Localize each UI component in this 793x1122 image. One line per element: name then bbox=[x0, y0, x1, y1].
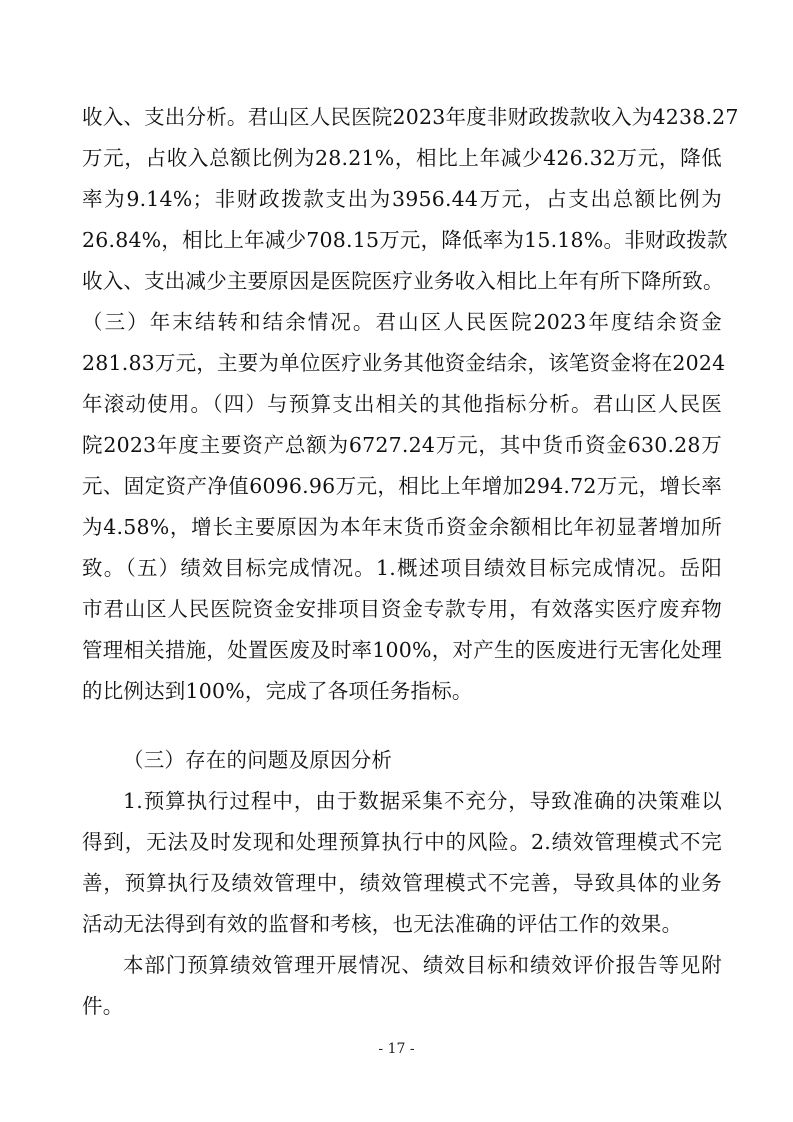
text-line: 致。（五）绩效目标完成情况。1.概述项目绩效目标完成情况。岳阳 bbox=[82, 556, 722, 580]
text-line: 万元，占收入总额比例为28.21%，相比上年减少426.32万元，降低 bbox=[82, 146, 722, 170]
text-line: 管理相关措施，处置医废及时率100%，对产生的医废进行无害化处理 bbox=[82, 638, 722, 662]
text-line: 元、固定资产净值6096.96万元，相比上年增加294.72万元，增长率 bbox=[82, 474, 722, 498]
text-line: 活动无法得到有效的监督和考核，也无法准确的评估工作的效果。 bbox=[82, 912, 683, 936]
text-line: 件。 bbox=[82, 994, 124, 1018]
text-line: （三）年末结转和结余情况。君山区人民医院2023年度结余资金 bbox=[82, 310, 722, 334]
text-line: 1.预算执行过程中，由于数据采集不充分，导致准确的决策难以 bbox=[123, 789, 722, 813]
text-line: 院2023年度主要资产总额为6727.24万元，其中货币资金630.28万 bbox=[82, 433, 722, 457]
text-line: 26.84%，相比上年减少708.15万元，降低率为15.18%。非财政拨款 bbox=[82, 228, 728, 252]
text-line: 收入、支出分析。君山区人民医院2023年度非财政拨款收入为4238.27 bbox=[82, 105, 739, 129]
text-line: 281.83万元，主要为单位医疗业务其他资金结余，该笔资金将在2024 bbox=[82, 351, 726, 375]
text-line: 收入、支出减少主要原因是医院医疗业务收入相比上年有所下降所致。 bbox=[82, 269, 724, 293]
text-line: 本部门预算绩效管理开展情况、绩效目标和绩效评价报告等见附 bbox=[123, 953, 722, 977]
text-line: 市君山区人民医院资金安排项目资金专款专用，有效落实医疗废弃物 bbox=[82, 597, 722, 621]
section-heading: （三）存在的问题及原因分析 bbox=[123, 748, 393, 772]
text-line: 善，预算执行及绩效管理中，绩效管理模式不完善，导致具体的业务 bbox=[82, 871, 722, 895]
text-line: 的比例达到100%，完成了各项任务指标。 bbox=[82, 679, 473, 703]
text-line: 年滚动使用。（四）与预算支出相关的其他指标分析。君山区人民医 bbox=[82, 392, 722, 416]
text-line: 率为9.14%；非财政拨款支出为3956.44万元，占支出总额比例为 bbox=[82, 187, 722, 211]
text-line: 为4.58%，增长主要原因为本年末货币资金余额相比年初显著增加所 bbox=[82, 515, 722, 539]
page-number: - 17 - bbox=[378, 1041, 415, 1057]
text-line: 得到，无法及时发现和处理预算执行中的风险。2.绩效管理模式不完 bbox=[82, 830, 722, 854]
